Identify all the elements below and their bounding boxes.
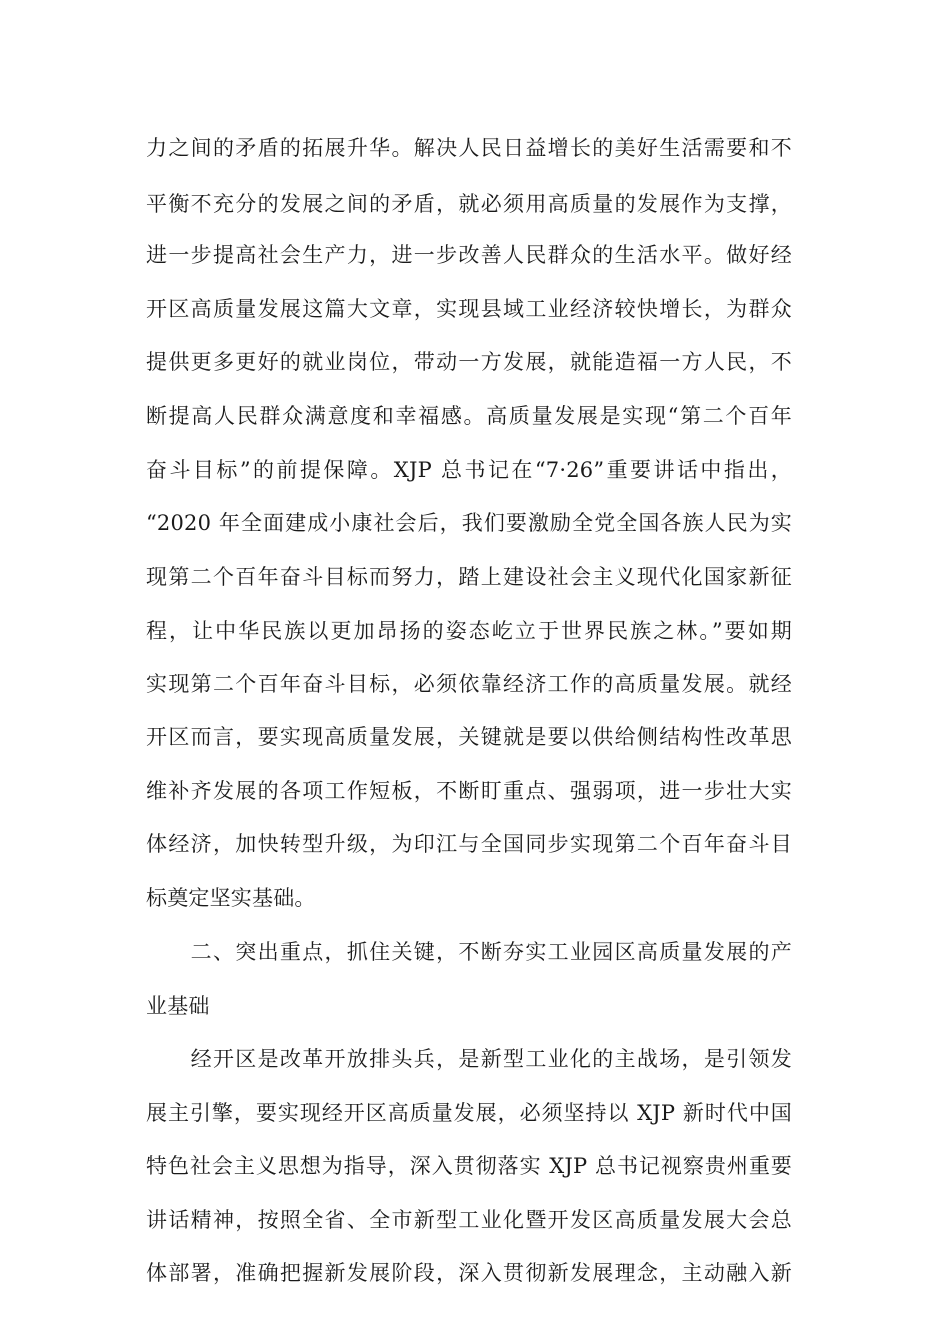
text-line-6: 断提高人民群众满意度和幸福感。高质量发展是实现“第二个百年 (146, 404, 792, 428)
text-line-4: 开区高质量发展这篇大文章，实现县域工业经济较快增长，为群众 (146, 297, 792, 321)
text-line-20: 特色社会主义思想为指导，深入贯彻落实 XJP 总书记视察贵州重要 (146, 1154, 792, 1178)
text-line-2: 平衡不充分的发展之间的矛盾，就必须用高质量的发展作为支撑， (146, 192, 792, 216)
text-line-9: 现第二个百年奋斗目标而努力，踏上建设社会主义现代化国家新征 (146, 565, 792, 589)
text-line-5: 提供更多更好的就业岗位，带动一方发展，就能造福一方人民，不 (146, 350, 792, 374)
text-line-7: 奋斗目标”的前提保障。XJP 总书记在“7·26”重要讲话中指出， (146, 458, 792, 482)
text-line-21: 讲话精神，按照全省、全市新型工业化暨开发区高质量发展大会总 (146, 1208, 792, 1232)
text-line-22: 体部署，准确把握新发展阶段，深入贯彻新发展理念，主动融入新 (146, 1261, 792, 1285)
text-line-11: 实现第二个百年奋斗目标，必须依靠经济工作的高质量发展。就经 (146, 672, 792, 696)
text-line-13: 维补齐发展的各项工作短板，不断盯重点、强弱项，进一步壮大实 (146, 779, 792, 803)
text-line-8: “2020 年全面建成小康社会后，我们要激励全党全国各族人民为实 (146, 511, 792, 535)
text-line-1: 力之间的矛盾的拓展升华。解决人民日益增长的美好生活需要和不 (146, 136, 792, 160)
text-line-18: 经开区是改革开放排头兵，是新型工业化的主战场，是引领发 (146, 1047, 792, 1071)
text-line-10: 程，让中华民族以更加昂扬的姿态屹立于世界民族之林。”要如期 (146, 619, 792, 643)
section-heading-line-2: 业基础 (146, 994, 210, 1018)
text-line-3: 进一步提高社会生产力，进一步改善人民群众的生活水平。做好经 (146, 243, 792, 267)
text-line-14: 体经济，加快转型升级，为印江与全国同步实现第二个百年奋斗目 (146, 832, 792, 856)
text-line-19: 展主引擎，要实现经开区高质量发展，必须坚持以 XJP 新时代中国 (146, 1101, 792, 1125)
text-line-15: 标奠定坚实基础。 (146, 886, 316, 910)
section-heading-line-1: 二、突出重点，抓住关键，不断夯实工业园区高质量发展的产 (146, 940, 792, 964)
text-line-12: 开区而言，要实现高质量发展，关键就是要以供给侧结构性改革思 (146, 725, 792, 749)
